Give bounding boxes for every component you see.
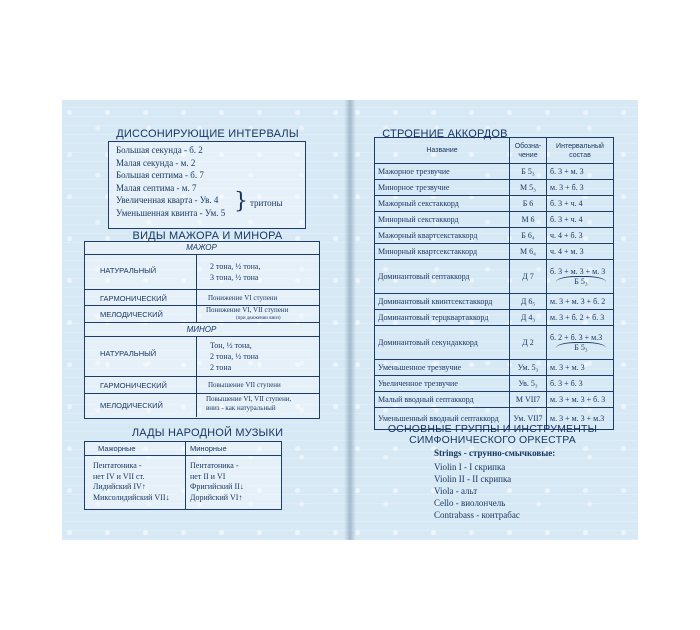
chord-composition: б. 3 + б. 3	[547, 376, 614, 392]
chord-symbol: М VII7	[510, 392, 547, 408]
tritone-brace: }	[234, 189, 248, 214]
major-natural-line1: 2 тона, ½ тона,	[210, 262, 261, 271]
chord-symbol: Д 7	[510, 260, 547, 294]
rule	[84, 322, 319, 323]
major-natural-name: НАТУРАЛЬНЫЙ	[100, 266, 157, 275]
chord-row	[375, 212, 614, 228]
folk-minor-line: Дорийский VI↑	[190, 492, 243, 502]
major-natural-line2: 3 тона, ½ тона	[210, 273, 259, 282]
chord-name: Доминантовый септаккорд	[375, 260, 510, 294]
chord-symbol: М 6₄	[510, 244, 547, 260]
chord-name: Мажорный секстаккорд	[375, 196, 510, 212]
chord-name: Доминантовый квинтсекстаккорд	[375, 294, 510, 310]
chord-name: Мажорное трезвучие	[375, 164, 510, 180]
folk-major-line: Пентатоника -	[93, 461, 142, 470]
minor-label: МИНОР	[186, 325, 217, 334]
folk-minor-line: нет II и VI	[190, 471, 226, 481]
chord-composition: б. 3 + м. 3 + м. 3 Б 5₃	[547, 260, 614, 294]
chord-symbol: Д 4₃	[510, 310, 547, 326]
chord-symbol: Ум. 5₃	[510, 360, 547, 376]
chord-name: Уменьшенное трезвучие	[375, 360, 510, 376]
chord-composition: м. 3 + м. 3	[547, 360, 614, 376]
major-harmonic-desc: Понижение VI ступени	[208, 294, 278, 302]
chord-symbol: Б 6₄	[510, 228, 547, 244]
intervals-title: ДИССОНИРУЮЩИЕ ИНТЕРВАЛЫ	[116, 128, 299, 140]
chord-row	[375, 376, 614, 392]
chord-row	[375, 294, 614, 310]
chord-symbol: Д 2	[510, 326, 547, 360]
chord-row	[375, 360, 614, 376]
folk-major-header: Мажорные	[98, 444, 136, 453]
rule	[84, 254, 319, 255]
orchestra-item: Contrabass - контрабас	[434, 510, 520, 520]
chord-name: Малый вводный септаккорд	[375, 392, 510, 408]
chord-composition: б. 2 + б. 3 + м.3 Б 5₃	[547, 326, 614, 360]
chord-row	[375, 392, 614, 408]
orchestra-title	[365, 424, 620, 446]
minor-natural-line1: Тон, ½ тона,	[210, 341, 252, 350]
chord-row	[375, 326, 614, 360]
chords-title: СТРОЕНИЕ АККОРДОВ	[382, 128, 508, 140]
chord-name: Минорное трезвучие	[375, 180, 510, 196]
minor-harmonic-desc: Повышение VII ступени	[208, 381, 281, 389]
chord-composition: б. 3 + ч. 4	[547, 196, 614, 212]
book-spine	[344, 100, 356, 540]
chord-row	[375, 228, 614, 244]
major-melodic-note: (при движении вниз)	[236, 316, 281, 321]
interval-item: Большая секунда - б. 2	[116, 145, 203, 155]
orchestra-item: Cello - виолончель	[434, 498, 506, 508]
major-melodic-desc: Понижение VI, VII ступени	[206, 306, 289, 314]
rule	[84, 455, 281, 456]
minor-melodic-desc: Повышение VI, VII ступени,	[206, 395, 292, 403]
chord-composition: м. 3 + б. 2 + б. 3	[547, 310, 614, 326]
rule	[196, 254, 197, 322]
chord-name: Уменьшенный вводный септаккорд	[375, 408, 510, 430]
chord-composition: м. 3 + м. 3 + б. 3	[547, 392, 614, 408]
orchestra-item: Viola - альт	[434, 486, 478, 496]
minor-melodic-name: МЕЛОДИЧЕСКИЙ	[100, 401, 163, 410]
chord-composition: ч. 4 + м. 3	[547, 244, 614, 260]
chords-header-name: Название	[375, 138, 510, 164]
folk-title: ЛАДЫ НАРОДНОЙ МУЗЫКИ	[131, 427, 284, 439]
chord-symbol: Ум. VII7	[510, 408, 547, 430]
folk-minor-line: Пентатоника -	[190, 461, 239, 470]
chord-composition: м. 3 + м. 3 + б. 2	[547, 294, 614, 310]
rule	[84, 376, 319, 377]
major-melodic-name: МЕЛОДИЧЕСКИЙ	[100, 310, 163, 319]
chord-symbol: Б 6	[510, 196, 547, 212]
orchestra-group: Strings - струнно-смычковые:	[434, 448, 556, 458]
chord-row	[375, 260, 614, 294]
chord-symbol: Д 6₅	[510, 294, 547, 310]
chord-name: Увеличенное трезвучие	[375, 376, 510, 392]
interval-item: Малая секунда - м. 2	[116, 157, 196, 168]
chord-name: Доминантовый секундаккорд	[375, 326, 510, 360]
interval-item: Большая септима - б. 7	[116, 170, 204, 180]
minor-natural-line2: 2 тона, ½ тона	[210, 352, 259, 361]
chord-row	[375, 164, 614, 180]
chord-name: Мажорный квартсекстаккорд	[375, 228, 510, 244]
rule	[84, 289, 319, 290]
chord-composition: б. 3 + ч. 4	[547, 212, 614, 228]
chords-header-composition: Интервальный состав	[547, 138, 614, 164]
chord-composition: м. 3 + б. 3	[547, 180, 614, 196]
orchestra-item: Violin I - I скрипка	[434, 462, 506, 472]
orchestra-title-line2: СИМФОНИЧЕСКОГО ОРКЕСТРА	[409, 434, 576, 446]
interval-item: Увеличенная кварта - Ув. 4	[116, 195, 219, 205]
rule	[185, 441, 186, 509]
chord-name: Минорный квартсекстаккорд	[375, 244, 510, 260]
chord-name: Минорный секстаккорд	[375, 212, 510, 228]
folk-major-line: Лидийский IV↑	[93, 482, 146, 491]
chord-composition: м. 3 + м. 3 + м.3	[547, 408, 614, 430]
chord-row	[375, 244, 614, 260]
chords-table	[374, 137, 614, 430]
folk-major-line: нет IV и VII ст.	[93, 471, 145, 481]
chord-composition: б. 3 + м. 3	[547, 164, 614, 180]
chord-composition: ч. 4 + б. 3	[547, 228, 614, 244]
folk-minor-header: Минорные	[190, 444, 227, 453]
chord-row	[375, 310, 614, 326]
chord-row	[375, 196, 614, 212]
tritones-label: тритоны	[250, 198, 283, 208]
major-harmonic-name: ГАРМОНИЧЕСКИЙ	[100, 294, 167, 303]
minor-natural-line3: 2 тона	[210, 363, 232, 372]
chord-symbol: Б 5₃	[510, 164, 547, 180]
folk-major-line: Миксолидийский VII↓	[93, 492, 170, 502]
minor-melodic-desc2: вниз - как натуральный	[206, 404, 276, 412]
interval-item: Уменьшенная квинта - Ум. 5	[116, 207, 226, 218]
chord-symbol: М 5₃	[510, 180, 547, 196]
orchestra-item: Violin II - II скрипка	[434, 474, 512, 484]
chord-symbol: Ув. 5₃	[510, 376, 547, 392]
orchestra-title-line1: ОСНОВНЫЕ ГРУППЫ И ИНСТРУМЕНТЫ	[387, 423, 598, 435]
chord-row	[375, 180, 614, 196]
rule	[84, 336, 319, 337]
rule	[84, 393, 319, 394]
minor-natural-name: НАТУРАЛЬНЫЙ	[100, 349, 157, 358]
major-label: МАЖОР	[186, 243, 217, 252]
folk-minor-line: Фригийский II↓	[190, 482, 244, 491]
chord-symbol: М 6	[510, 212, 547, 228]
chords-header-symbol: Обозна-чение	[510, 138, 547, 164]
interval-item: Малая септима - м. 7	[116, 182, 197, 193]
chord-name: Доминантовый терцквартаккорд	[375, 310, 510, 326]
modes-title: ВИДЫ МАЖОРА И МИНОРА	[132, 230, 283, 242]
minor-harmonic-name: ГАРМОНИЧЕСКИЙ	[100, 381, 167, 390]
